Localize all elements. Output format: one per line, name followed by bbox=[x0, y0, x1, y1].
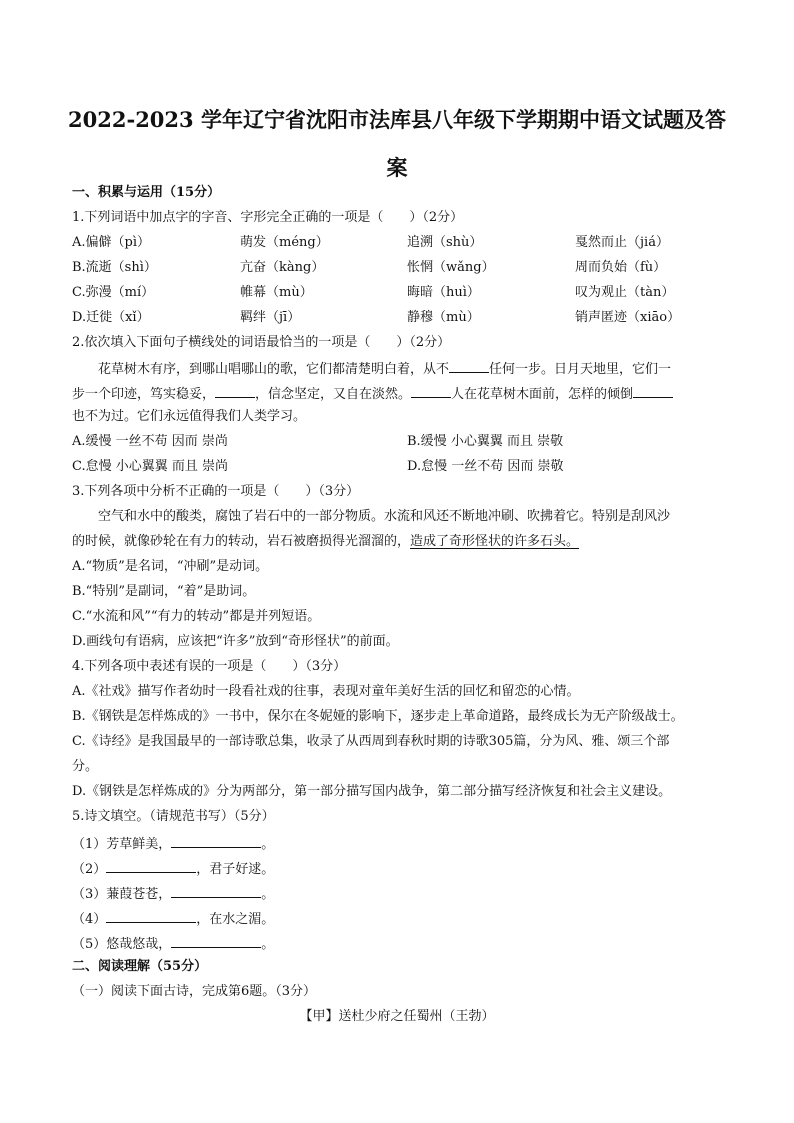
q5-blank-5 bbox=[171, 933, 261, 948]
q3-option-a: A.“物质”是名词，“冲刷”是动词。 bbox=[72, 559, 269, 574]
q3-passage-line-2 bbox=[72, 533, 579, 551]
q4-option-c-line-1: C.《诗经》是我国最早的一部诗歌总集，收录了从西周到春秋时期的诗歌305篇，分为风、雅、颂三个部 bbox=[72, 734, 670, 749]
q2-stem: 2.依次填入下面句子横线处的词语最恰当的一项是（ ）（2分） bbox=[72, 335, 451, 350]
q1-option-row-a bbox=[72, 234, 732, 252]
q5-item-2-end: ，君子好逑。 bbox=[196, 862, 275, 877]
q2-option-d: D.怠慢 一丝不苟 因而 崇敬 bbox=[407, 459, 564, 474]
q1-d-4: 销声匿迹（xiāo） bbox=[575, 310, 681, 325]
q3-passage-line-1: 空气和水中的酸类，腐蚀了岩石中的一部分物质。水流和风还不断地冲刷、吹拂着它。特别是刮风沙 bbox=[98, 509, 671, 524]
title-line-2: 案 bbox=[386, 155, 408, 180]
q2-blank-1 bbox=[449, 358, 489, 373]
q3-underlined-sentence: 造成了奇形怪状的许多石头。 bbox=[410, 534, 580, 549]
q2-option-c: C.怠慢 小心翼翼 而且 崇尚 bbox=[72, 459, 229, 474]
q4-option-c-line-2: 分。 bbox=[72, 759, 99, 774]
q1-a-3: 追溯（shù） bbox=[407, 235, 483, 250]
q5-item-1-end: 。 bbox=[261, 837, 275, 852]
q1-option-row-d bbox=[72, 309, 732, 327]
q1-b-3: 怅惘（wǎng） bbox=[407, 260, 495, 275]
q2-text-1: 花草树木有序，到哪山唱哪山的歌，它们都清楚明白着，从不 bbox=[98, 362, 450, 377]
q4-option-a: A.《社戏》描写作者幼时一段看社戏的往事，表现对童年美好生活的回忆和留恋的心情。 bbox=[72, 684, 580, 699]
q1-a-2: 萌发（méng） bbox=[240, 235, 329, 250]
q5-item-5-end: 。 bbox=[261, 937, 275, 952]
q5-item-1-text: （1）芳草鲜美， bbox=[72, 837, 172, 852]
q1-option-row-c bbox=[72, 284, 732, 302]
q2-blank-2 bbox=[215, 383, 255, 398]
q2-text-4: ，信念坚定，又自在淡然。 bbox=[255, 387, 412, 402]
q2-option-b: B.缓慢 小心翼翼 而且 崇敬 bbox=[407, 434, 564, 449]
section-1-heading: 一、积累与运用（15分） bbox=[72, 185, 221, 200]
q2-passage-line-3: 也不为过。它们永远值得我们人类学习。 bbox=[72, 409, 307, 424]
q1-c-2: 帷幕（mù） bbox=[240, 285, 313, 300]
q5-item-4-text: （4） bbox=[72, 912, 107, 927]
q3-passage-text: 的时候，就像砂轮在有力的转动，岩石被磨损得光溜溜的， bbox=[72, 534, 411, 549]
q3-option-b: B.“特别”是副词，“着”是助词。 bbox=[72, 584, 256, 599]
q3-option-d: D.画线句有语病，应该把“许多”放到“奇形怪状”的前面。 bbox=[72, 634, 399, 649]
q1-c-1: C.弥漫（mí） bbox=[72, 285, 155, 300]
q3-stem: 3.下列各项中分析不正确的一项是（ ）（3分） bbox=[72, 484, 360, 499]
title-line-1: 2022-2023 学年辽宁省沈阳市法库县八年级下学期期中语文试题及答 bbox=[68, 107, 726, 132]
q2-options-row-1 bbox=[72, 433, 732, 451]
q2-blank-4 bbox=[633, 383, 673, 398]
q5-item-4-end: ，在水之湄。 bbox=[196, 912, 275, 927]
q5-item-5-text: （5）悠哉悠哉， bbox=[72, 937, 172, 952]
q1-c-4: 叹为观止（tàn） bbox=[575, 285, 675, 300]
q5-item-2 bbox=[72, 858, 274, 879]
poem-title: 【甲】送杜少府之任蜀州（王勃） bbox=[299, 1009, 495, 1024]
q5-blank-4 bbox=[106, 908, 196, 923]
q5-item-3-text: （3）蒹葭苍苍， bbox=[72, 887, 172, 902]
q5-item-4 bbox=[72, 908, 274, 929]
q1-d-3: 静穆（mù） bbox=[407, 310, 480, 325]
q2-option-a: A.缓慢 一丝不苟 因而 崇尚 bbox=[72, 434, 228, 449]
q2-text-3: 步一个印迹，笃实稳妥， bbox=[72, 387, 216, 402]
q1-option-row-b bbox=[72, 259, 732, 277]
q4-stem: 4.下列各项中表述有误的一项是（ ）（3分） bbox=[72, 659, 347, 674]
q5-item-1 bbox=[72, 833, 274, 854]
q2-options-row-2 bbox=[72, 458, 732, 476]
q1-a-1: A.偏僻（pì） bbox=[72, 235, 151, 250]
q5-item-5 bbox=[72, 933, 274, 954]
section-2-sub-1: （一）阅读下面古诗，完成第6题。（3分） bbox=[72, 984, 317, 999]
q1-b-4: 周而负始（fù） bbox=[575, 260, 667, 275]
q4-option-d: D.《钢铁是怎样炼成的》分为两部分，第一部分描写国内战争，第二部分描写经济恢复和社会主义建设。 bbox=[72, 784, 672, 799]
section-2-heading: 二、阅读理解（55分） bbox=[72, 959, 208, 974]
q5-blank-2 bbox=[106, 858, 196, 873]
q1-stem: 1.下列词语中加点字的字音、字形完全正确的一项是（ ）（2分） bbox=[72, 210, 464, 225]
q5-item-3-end: 。 bbox=[261, 887, 275, 902]
q1-a-4: 戛然而止（jiá） bbox=[575, 235, 669, 250]
q2-passage-line-2 bbox=[72, 383, 673, 404]
q2-blank-3 bbox=[411, 383, 451, 398]
q1-c-3: 晦暗（huì） bbox=[407, 285, 480, 300]
q1-b-2: 亢奋（kàng） bbox=[240, 260, 325, 275]
q2-text-2: 任何一步。日月天地里，它们一 bbox=[489, 362, 672, 377]
q1-b-1: B.流逝（shì） bbox=[72, 260, 157, 275]
q1-d-1: D.迁徙（xǐ） bbox=[72, 310, 150, 325]
q1-d-2: 羁绊（jī） bbox=[240, 310, 301, 325]
q5-item-2-text: （2） bbox=[72, 862, 107, 877]
q5-blank-3 bbox=[171, 883, 261, 898]
q5-blank-1 bbox=[171, 833, 261, 848]
q2-passage-line-1 bbox=[98, 358, 671, 379]
q4-option-b: B.《钢铁是怎样炼成的》一书中，保尔在冬妮娅的影响下，逐步走上革命道路，最终成长为无产阶级战士。 bbox=[72, 709, 684, 724]
q5-item-3 bbox=[72, 883, 274, 904]
page-title bbox=[60, 96, 734, 192]
q5-stem: 5.诗文填空。（请规范书写）（5分） bbox=[72, 809, 275, 824]
q3-option-c: C.“水流和风”“有力的转动”都是并列短语。 bbox=[72, 609, 321, 624]
q2-text-5: 人在花草树木面前，怎样的倾倒 bbox=[451, 387, 634, 402]
